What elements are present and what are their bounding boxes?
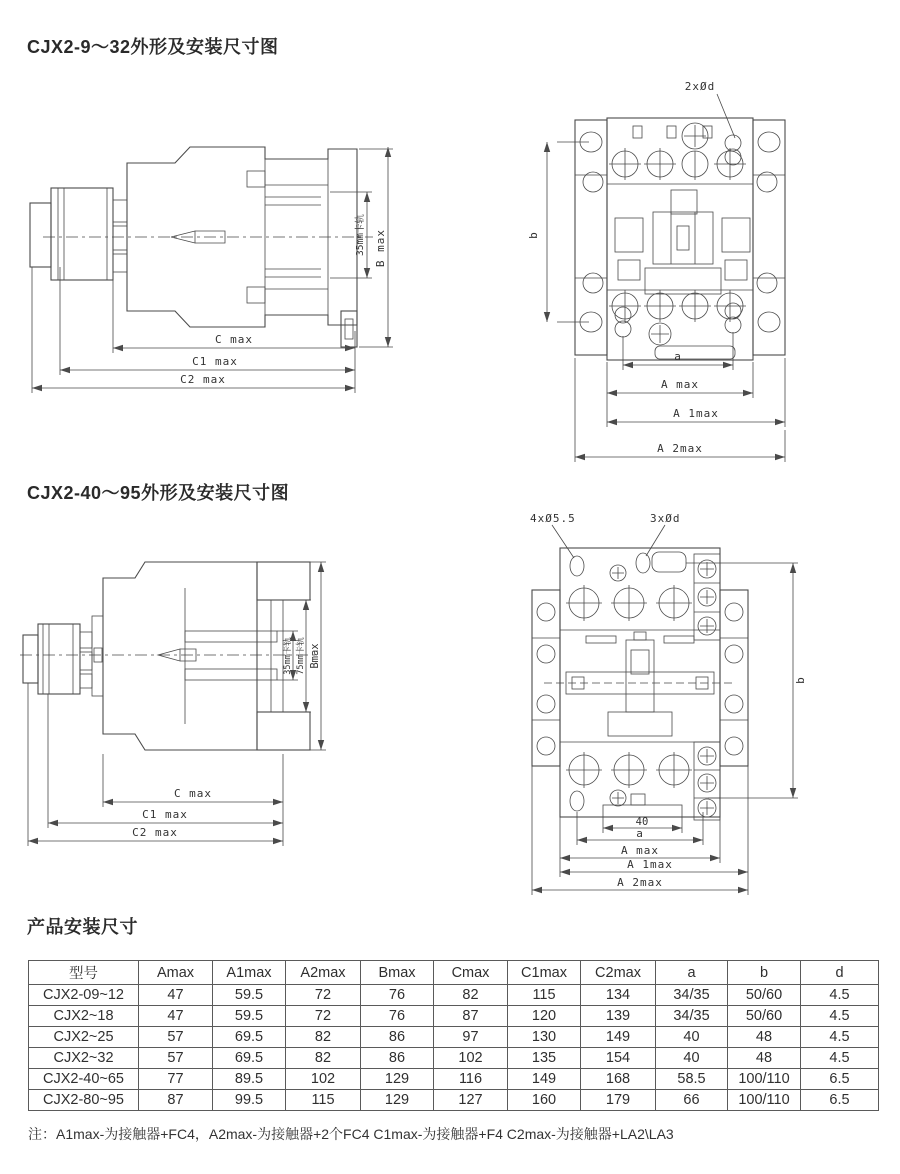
dim-rail35-label: 35mm卡轨 (355, 214, 366, 256)
table-row (29, 1069, 879, 1090)
cell: 82 (434, 985, 508, 1006)
side-view-drawing-9-32 (25, 85, 440, 400)
terminal-screws-top (609, 148, 746, 180)
cell-model: CJX2~32 (29, 1048, 139, 1069)
dimension-lines (527, 80, 785, 462)
dim-c-label: C max (173, 787, 213, 800)
cell: 77 (139, 1069, 213, 1090)
col-header-cmax: Cmax (434, 961, 508, 985)
cell: 86 (361, 1048, 434, 1069)
contactor-front-body (532, 548, 748, 820)
auxiliary-screws-bottom (698, 747, 716, 817)
auxiliary-screws-top (698, 560, 716, 635)
hole-4xd55-label: 4xØ5.5 (530, 512, 576, 525)
hole-diameter-label: 2xØd (684, 80, 716, 93)
cell: 48 (728, 1027, 801, 1048)
cell: 40 (656, 1048, 728, 1069)
col-header-a: a (656, 961, 728, 985)
cell-model: CJX2~25 (29, 1027, 139, 1048)
col-header-b: b (728, 961, 801, 985)
dim-a2max-label: A 2max (617, 876, 663, 889)
dim-c2-label: C2 max (180, 373, 226, 386)
dim-a1max-label: A 1max (627, 858, 673, 871)
section2-title: CJX2-40～95外形及安装尺寸图 (27, 483, 290, 503)
cell: 72 (286, 985, 361, 1006)
front-view-drawing-40-95 (500, 508, 900, 898)
table-row (29, 985, 879, 1006)
dim-rail75-label: 75mm卡轨 (296, 637, 306, 675)
dimension-lines (530, 512, 807, 895)
cell: 4.5 (801, 1027, 879, 1048)
cell: 82 (286, 1027, 361, 1048)
dim-b-label: b (794, 676, 807, 684)
hole-3xd-label: 3xØd (650, 512, 681, 525)
cell: 86 (361, 1027, 434, 1048)
dim-bmax-label: B max (374, 228, 387, 268)
dim-b-label: b (527, 231, 540, 239)
dim-c-label: C max (214, 333, 254, 346)
col-header-d: d (801, 961, 879, 985)
cell: 116 (434, 1069, 508, 1090)
dimension-lines (32, 147, 393, 393)
cell: 120 (508, 1006, 581, 1027)
cell: 102 (286, 1069, 361, 1090)
cell: 100/110 (728, 1069, 801, 1090)
section1-title: CJX2-9～32外形及安装尺寸图 (27, 37, 279, 57)
cell-model: CJX2-80~95 (29, 1090, 139, 1111)
cell: 160 (508, 1090, 581, 1111)
cell: 4.5 (801, 1006, 879, 1027)
cell: 69.5 (213, 1027, 286, 1048)
cell: 168 (581, 1069, 656, 1090)
dim-rail35-label: 35mm卡轨 (283, 637, 293, 675)
cell: 57 (139, 1048, 213, 1069)
cell: 134 (581, 985, 656, 1006)
cell: 179 (581, 1090, 656, 1111)
col-header-c2max: C2max (581, 961, 656, 985)
dim-40-label: 40 (635, 816, 649, 828)
col-header-amax: Amax (139, 961, 213, 985)
dim-amax-label: A max (660, 378, 700, 391)
cell: 50/60 (728, 985, 801, 1006)
cell: 59.5 (213, 985, 286, 1006)
cell: 40 (656, 1027, 728, 1048)
cell: 4.5 (801, 1048, 879, 1069)
cell: 47 (139, 985, 213, 1006)
cell: 76 (361, 1006, 434, 1027)
table-row (29, 1048, 879, 1069)
cell: 47 (139, 1006, 213, 1027)
col-header-a1max: A1max (213, 961, 286, 985)
cell: 149 (581, 1027, 656, 1048)
cell: 100/110 (728, 1090, 801, 1111)
cell: 34/35 (656, 1006, 728, 1027)
cell: 129 (361, 1090, 434, 1111)
contactor-side-body (30, 147, 373, 347)
cell: 6.5 (801, 1069, 879, 1090)
col-header-c1max: C1max (508, 961, 581, 985)
terminal-screws-bottom (609, 290, 746, 322)
dim-amax-label: A max (620, 844, 660, 857)
dim-a-label: a (636, 827, 644, 840)
table-row (29, 1090, 879, 1111)
cell: 97 (434, 1027, 508, 1048)
cell: 58.5 (656, 1069, 728, 1090)
cell-model: CJX2-40~65 (29, 1069, 139, 1090)
cell: 69.5 (213, 1048, 286, 1069)
dim-a2max-label: A 2max (657, 442, 703, 455)
cell: 87 (434, 1006, 508, 1027)
cell: 154 (581, 1048, 656, 1069)
contactor-front-body (575, 118, 785, 360)
cell: 4.5 (801, 985, 879, 1006)
cell: 72 (286, 1006, 361, 1027)
col-header-bmax: Bmax (361, 961, 434, 985)
dimension-table (28, 960, 879, 1111)
cell: 48 (728, 1048, 801, 1069)
cell: 6.5 (801, 1090, 879, 1111)
cell: 115 (286, 1090, 361, 1111)
contactor-side-body (20, 562, 315, 750)
col-header-model: 型号 (29, 961, 139, 985)
cell: 50/60 (728, 1006, 801, 1027)
cell: 135 (508, 1048, 581, 1069)
cell: 57 (139, 1027, 213, 1048)
col-header-a2max: A2max (286, 961, 361, 985)
terminal-screws-bottom (566, 752, 692, 788)
cell: 99.5 (213, 1090, 286, 1111)
front-view-drawing-9-32 (505, 78, 900, 473)
dimension-lines (28, 562, 326, 846)
terminal-screws-top (566, 585, 692, 621)
dim-a1max-label: A 1max (673, 407, 719, 420)
cell: 34/35 (656, 985, 728, 1006)
dim-c1-label: C1 max (192, 355, 238, 368)
cell: 66 (656, 1090, 728, 1111)
cell: 129 (361, 1069, 434, 1090)
side-view-drawing-40-95 (15, 528, 335, 863)
dim-a-label: a (674, 350, 682, 363)
cell-model: CJX2-09~12 (29, 985, 139, 1006)
dim-bmax-label: Bmax (309, 643, 321, 669)
table-row (29, 1027, 879, 1048)
cell: 82 (286, 1048, 361, 1069)
cell: 130 (508, 1027, 581, 1048)
dim-c2-label: C2 max (132, 826, 178, 839)
cell: 59.5 (213, 1006, 286, 1027)
table-row (29, 1006, 879, 1027)
cell: 87 (139, 1090, 213, 1111)
section3-title: 产品安装尺寸 (27, 917, 138, 937)
cell: 115 (508, 985, 581, 1006)
cell: 76 (361, 985, 434, 1006)
cell: 127 (434, 1090, 508, 1111)
cell: 139 (581, 1006, 656, 1027)
table-header-row (29, 961, 879, 985)
cell: 89.5 (213, 1069, 286, 1090)
cell-model: CJX2~18 (29, 1006, 139, 1027)
cell: 149 (508, 1069, 581, 1090)
cell: 102 (434, 1048, 508, 1069)
footnote: 注：A1max-为接触器+FC4，A2max-为接触器+2个FC4 C1max-为接触器+F4 C2max-为接触器+LA2\LA3 (28, 1126, 674, 1142)
dim-c1-label: C1 max (142, 808, 188, 821)
